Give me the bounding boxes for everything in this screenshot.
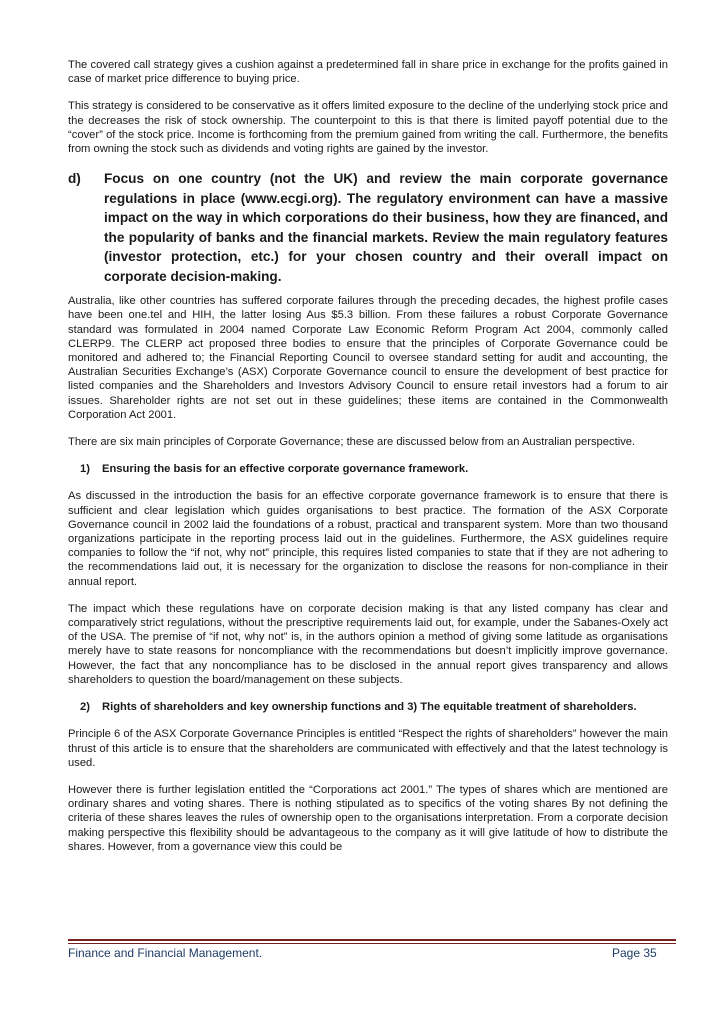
paragraph-principle-6: Principle 6 of the ASX Corporate Governance Principles is entitled “Respect the rights of shareholders” however the main thrust of this article is to ensure that the shareholders are communicated with effectively and that the latest technology is used. <box>68 728 668 769</box>
section-d-heading <box>68 169 668 286</box>
paragraph-covered-call-1: The covered call strategy gives a cushion against a predetermined fall in share price in exchange for the profits gained in case of market price difference to buying price. <box>68 59 668 86</box>
subheading-principle-1 <box>68 462 668 476</box>
subheading-1-text: Ensuring the basis for an effective corporate governance framework. <box>102 463 469 476</box>
paragraph-six-principles: There are six main principles of Corporate Governance; these are discussed below from an Australian perspective. <box>68 436 636 449</box>
footer-rule-thin <box>68 943 676 944</box>
paragraph-australia-intro: Australia, like other countries has suffered corporate failures through the preceding decades, the highest profile cases have been one.tel and HIH, the latter losing Aus $5.3 billion. From these failures a robust Corporate Governance standard was formulated in 2004 named Corporate Law Economic Reform Program Act 2004, commonly called CLERP9. The CLERP act proposed three bodies to ensure that the principles of Corporate Governance could be monitored and adhered to; the Financial Reporting Council to oversee standard setting for audit and accounting, the Australian Securities Exchange’s (ASX) Corporate Governance council to ensure the development of best practice for listed companies and the Shareholders and Investors Advisory Council to ensure retail investors had a forum to air issues. Shareholder rights are not set out in these guidelines; these items are contained in the Commonwealth Corporation Act 2001. <box>68 295 668 421</box>
paragraph-framework-basis: As discussed in the introduction the basis for an effective corporate governance framework is to ensure that there is sufficient and clear legislation which guides organisations to best practice. The formation of the ASX Corporate Governance council in 2002 laid the foundations of a robust, practical and transparent system. More than two thousand organizations participate in the reporting process laid out in the guidelines. Furthermore, the ASX guidelines require companies to follow the “if not, why not” principle, this requires listed companies to state that if they are not adhering to the recommendations laid out, it is necessary for the organization to disclose the reasons for non-compliance in their annual report. <box>68 490 668 588</box>
subheading-2-number: 2) <box>80 701 90 714</box>
subheading-1-number: 1) <box>80 463 90 476</box>
subheading-principles-2-3 <box>68 700 668 714</box>
paragraph-corporations-act: However there is further legislation entitled the “Corporations act 2001.” The types of shares which are mentioned are ordinary shares and voting shares. There is nothing stipulated as to specifics of the voting shares By not defining the criteria of these shares leaves the rules of ownership open to the organisations interpretation. From a corporate decision making perspective this flexibility should be advantageous to the company as it will give latitude of how to distribute the shares. However, from a governance view this could be <box>68 783 668 853</box>
paragraph-impact-regulations: The impact which these regulations have on corporate decision making is that any listed company has clear and comparatively strict regulations, without the prescriptive requirements laid out, for example, under the Sabanes-Oxely act of the USA. The premise of “if not, why not” is, in the authors opinion a method of giving some latitude as organisations merely have to state reasons for noncompliance with the recommendations but doesn’t implicitly improve governance. However, the fact that any noncompliance has to be disclosed in the annual report gives transparency and allows shareholders to question the board/management on these subjects. <box>68 602 668 686</box>
page-number: Page 35 <box>612 946 657 960</box>
subheading-2-text: Rights of shareholders and key ownership functions and 3) The equitable treatment of shareholders. <box>102 701 637 714</box>
document-page <box>68 58 668 867</box>
footer-rule-thick <box>68 939 676 941</box>
footer-title: Finance and Financial Management. <box>68 946 263 960</box>
section-d-text: Focus on one country (not the UK) and review the main corporate governance regulations in place (www.ecgi.org). The regulatory environment can have a massive impact on the way in which corporations do their business, how they are financed, and the popularity of banks and the financial markets. Review the main regulatory features (investor protection, etc.) for your chosen country and their overall impact on corporate decision-making. <box>104 171 668 284</box>
section-d-label: d) <box>68 171 81 187</box>
paragraph-covered-call-2: This strategy is considered to be conservative as it offers limited exposure to the decline of the underlying stock price and the decreases the risk of stock ownership. The counterpoint to this is that there is limited payoff potential due to the “cover” of the stock price. Income is forthcoming from the premium gained from writing the call. Furthermore, the benefits from owning the stock such as dividends and voting rights are gained by the investor. <box>68 100 668 156</box>
